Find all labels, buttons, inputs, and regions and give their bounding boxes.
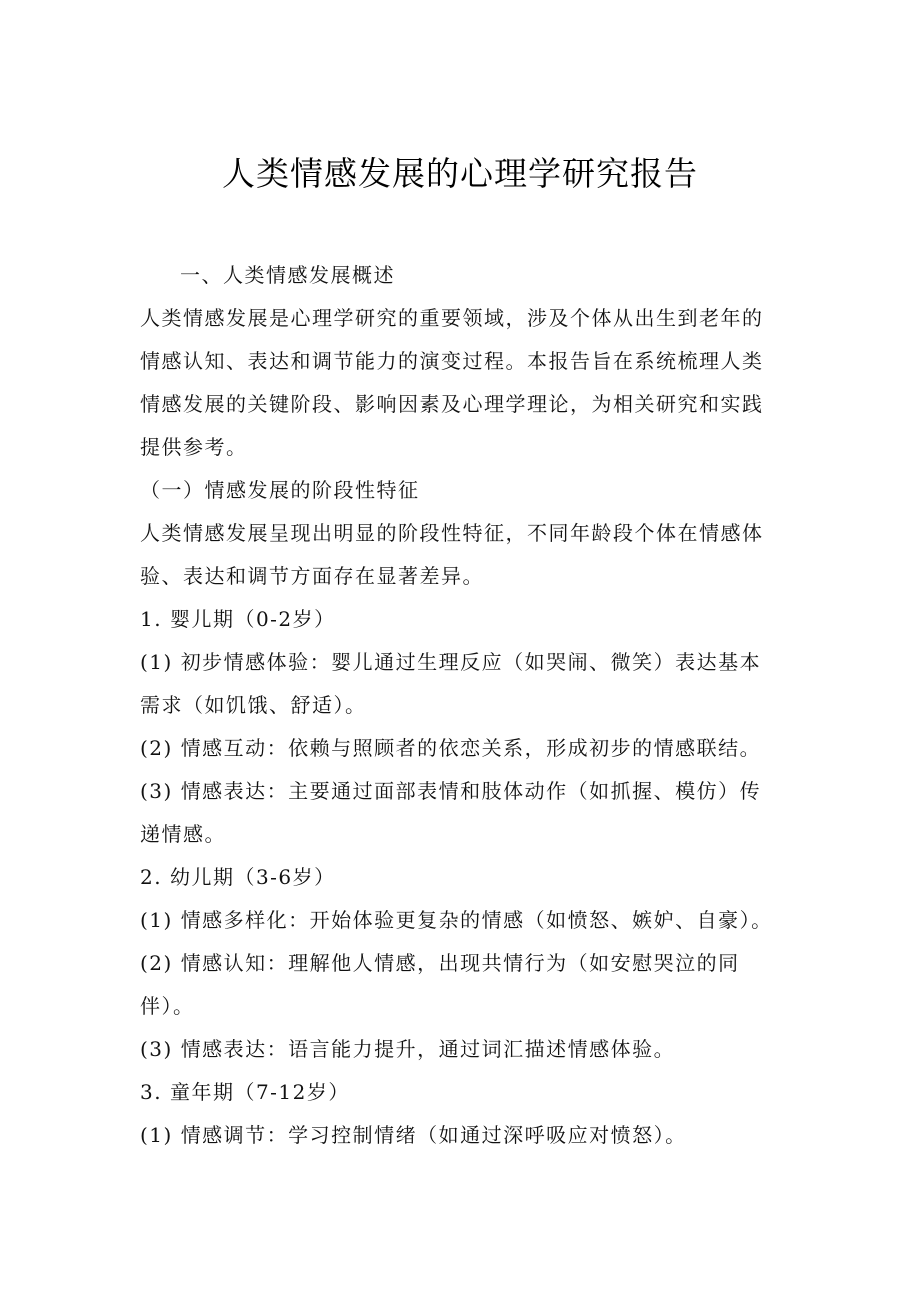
stage-heading-childhood: 3. 童年期（7-12岁） [140, 1080, 350, 1104]
stage-item: (3) 情感表达：语言能力提升，通过词汇描述情感体验。 [140, 1037, 676, 1061]
subsection-heading: （一）情感发展的阶段性特征 [140, 478, 420, 502]
stage-item: (2) 情感认知：理解他人情感，出现共情行为（如安慰哭泣的同伴）。 [140, 951, 740, 1018]
stage-heading-early-childhood: 2. 幼儿期（3-6岁） [140, 865, 336, 889]
stage-item: (3) 情感表达：主要通过面部表情和肢体动作（如抓握、模仿）传递情感。 [140, 779, 762, 846]
stage-item: (1) 情感多样化：开始体验更复杂的情感（如愤怒、嫉妒、自豪）。 [140, 908, 773, 932]
document-body [140, 254, 780, 1157]
stage-heading-infancy: 1. 婴儿期（0-2岁） [140, 607, 336, 631]
document-title: 人类情感发展的心理学研究报告 [222, 154, 698, 193]
section-heading: 一、人类情感发展概述 [180, 263, 395, 287]
stage-item: (1) 初步情感体验：婴儿通过生理反应（如哭闹、微笑）表达基本需求（如饥饿、舒适）。 [140, 650, 762, 717]
intro-paragraph: 人类情感发展是心理学研究的重要领域，涉及个体从出生到老年的情感认知、表达和调节能力的演变过程。本报告旨在系统梳理人类情感发展的关键阶段、影响因素及心理学理论，为相关研究和实践提供参考。 [140, 306, 764, 459]
subsection-intro-paragraph: 人类情感发展呈现出明显的阶段性特征，不同年龄段个体在情感体验、表达和调节方面存在显著差异。 [140, 521, 764, 588]
stage-item: (1) 情感调节：学习控制情绪（如通过深呼吸应对愤怒）。 [140, 1123, 687, 1147]
stage-item: (2) 情感互动：依赖与照顾者的依恋关系，形成初步的情感联结。 [140, 736, 762, 760]
